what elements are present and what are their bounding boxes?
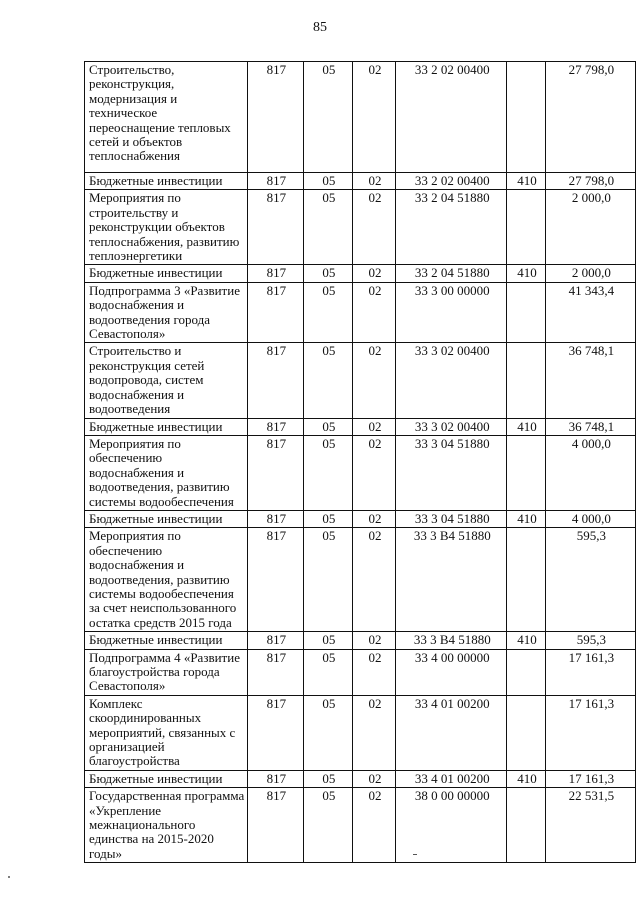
row-code-target: 33 3 04 51880	[396, 510, 507, 527]
row-code-type: 410	[507, 265, 545, 282]
row-name: Мероприятия по обеспечению водоснабжения и водоотведения, развитию системы водообеспечения	[85, 435, 248, 510]
row-code-ministry: 817	[247, 343, 303, 418]
row-name: Бюджетные инвестиции	[85, 632, 248, 649]
row-code-subsection: 02	[352, 649, 396, 695]
table-row	[85, 510, 636, 527]
row-name: Строительство, реконструкция, модернизация и техническое переоснащение тепловых сетей и объектов теплоснабжения	[85, 62, 248, 173]
table-row	[85, 435, 636, 510]
row-code-section: 05	[303, 770, 352, 787]
row-amount: 36 748,1	[545, 343, 635, 418]
row-code-section: 05	[303, 788, 352, 863]
row-code-target: 33 4 01 00200	[396, 770, 507, 787]
row-code-subsection: 02	[352, 62, 396, 173]
row-code-ministry: 817	[247, 528, 303, 632]
row-code-type: 410	[507, 173, 545, 190]
row-amount: 27 798,0	[545, 173, 635, 190]
row-amount: 595,3	[545, 528, 635, 632]
table-row	[85, 62, 636, 173]
table-row	[85, 649, 636, 695]
row-code-target: 33 3 В4 51880	[396, 632, 507, 649]
row-code-target: 33 3 В4 51880	[396, 528, 507, 632]
row-code-target: 33 3 00 00000	[396, 282, 507, 343]
row-code-ministry: 817	[247, 695, 303, 770]
row-name: Комплекс скоординированных мероприятий, связанных с организацией благоустройства	[85, 695, 248, 770]
row-amount: 41 343,4	[545, 282, 635, 343]
row-amount: 17 161,3	[545, 695, 635, 770]
row-code-target: 33 4 00 00000	[396, 649, 507, 695]
row-code-subsection: 02	[352, 632, 396, 649]
row-amount: 22 531,5	[545, 788, 635, 863]
row-code-ministry: 817	[247, 62, 303, 173]
row-name: Бюджетные инвестиции	[85, 418, 248, 435]
row-code-ministry: 817	[247, 788, 303, 863]
table-row	[85, 788, 636, 863]
row-code-target: 33 2 02 00400	[396, 62, 507, 173]
row-code-section: 05	[303, 649, 352, 695]
row-code-target: 33 3 02 00400	[396, 343, 507, 418]
table-row	[85, 695, 636, 770]
row-code-target: 33 3 04 51880	[396, 435, 507, 510]
row-code-section: 05	[303, 418, 352, 435]
row-code-subsection: 02	[352, 173, 396, 190]
row-code-type	[507, 282, 545, 343]
row-code-ministry: 817	[247, 190, 303, 265]
row-code-ministry: 817	[247, 435, 303, 510]
scan-dot	[8, 876, 10, 878]
table-row	[85, 418, 636, 435]
row-code-section: 05	[303, 343, 352, 418]
row-code-ministry: 817	[247, 282, 303, 343]
row-code-subsection: 02	[352, 435, 396, 510]
row-code-type	[507, 649, 545, 695]
row-name: Мероприятия по обеспечению водоснабжения и водоотведения, развитию системы водообеспечения за счет неиспользованного остатка средств 2015 года	[85, 528, 248, 632]
row-amount: 4 000,0	[545, 510, 635, 527]
row-code-target: 33 2 04 51880	[396, 190, 507, 265]
row-name: Бюджетные инвестиции	[85, 173, 248, 190]
row-name: Подпрограмма 3 «Развитие водоснабжения и водоотведения города Севастополя»	[85, 282, 248, 343]
row-amount: 2 000,0	[545, 265, 635, 282]
row-code-ministry: 817	[247, 770, 303, 787]
row-name: Подпрограмма 4 «Развитие благоустройства города Севастополя»	[85, 649, 248, 695]
row-code-type	[507, 343, 545, 418]
table-row	[85, 265, 636, 282]
table-row	[85, 173, 636, 190]
table-row	[85, 343, 636, 418]
table-row	[85, 190, 636, 265]
row-name: Мероприятия по строительству и реконструкции объектов теплоснабжения, развитию теплоэнергетики	[85, 190, 248, 265]
row-code-subsection: 02	[352, 282, 396, 343]
row-code-subsection: 02	[352, 190, 396, 265]
row-name: Бюджетные инвестиции	[85, 770, 248, 787]
row-amount: 17 161,3	[545, 649, 635, 695]
row-amount: 4 000,0	[545, 435, 635, 510]
row-code-subsection: 02	[352, 265, 396, 282]
row-amount: 17 161,3	[545, 770, 635, 787]
row-amount: 27 798,0	[545, 62, 635, 173]
row-code-subsection: 02	[352, 418, 396, 435]
row-code-type: 410	[507, 418, 545, 435]
row-name: Строительство и реконструкция сетей водопровода, систем водоснабжения и водоотведения	[85, 343, 248, 418]
row-code-ministry: 817	[247, 418, 303, 435]
row-code-section: 05	[303, 62, 352, 173]
row-code-type	[507, 788, 545, 863]
row-code-type: 410	[507, 632, 545, 649]
row-name: Бюджетные инвестиции	[85, 510, 248, 527]
row-code-section: 05	[303, 632, 352, 649]
row-code-subsection: 02	[352, 695, 396, 770]
row-amount: 2 000,0	[545, 190, 635, 265]
row-code-subsection: 02	[352, 770, 396, 787]
row-code-section: 05	[303, 190, 352, 265]
row-code-type	[507, 528, 545, 632]
table-row	[85, 282, 636, 343]
row-code-section: 05	[303, 265, 352, 282]
row-code-section: 05	[303, 173, 352, 190]
row-code-subsection: 02	[352, 343, 396, 418]
row-code-type	[507, 62, 545, 173]
row-code-ministry: 817	[247, 632, 303, 649]
row-code-target: 33 3 02 00400	[396, 418, 507, 435]
row-code-subsection: 02	[352, 510, 396, 527]
budget-table	[84, 61, 636, 863]
row-code-type: 410	[507, 510, 545, 527]
row-code-section: 05	[303, 510, 352, 527]
row-code-section: 05	[303, 435, 352, 510]
row-code-ministry: 817	[247, 649, 303, 695]
row-code-subsection: 02	[352, 528, 396, 632]
row-code-ministry: 817	[247, 510, 303, 527]
row-code-type	[507, 435, 545, 510]
row-code-target: 33 2 02 00400	[396, 173, 507, 190]
row-code-section: 05	[303, 528, 352, 632]
row-name: Государственная программа «Укрепление межнационального единства на 2015-2020 годы»	[85, 788, 248, 863]
row-code-type	[507, 695, 545, 770]
table-row	[85, 632, 636, 649]
row-code-subsection: 02	[352, 788, 396, 863]
row-code-type	[507, 190, 545, 265]
page-number: 85	[313, 20, 327, 35]
row-code-target: 33 4 01 00200	[396, 695, 507, 770]
row-amount: 595,3	[545, 632, 635, 649]
row-code-section: 05	[303, 282, 352, 343]
row-code-section: 05	[303, 695, 352, 770]
table-row	[85, 528, 636, 632]
row-code-ministry: 817	[247, 265, 303, 282]
scan-mark	[413, 854, 417, 855]
row-amount: 36 748,1	[545, 418, 635, 435]
row-code-type: 410	[507, 770, 545, 787]
row-code-target: 38 0 00 00000	[396, 788, 507, 863]
table-row	[85, 770, 636, 787]
row-name: Бюджетные инвестиции	[85, 265, 248, 282]
table-body	[85, 62, 636, 863]
row-code-target: 33 2 04 51880	[396, 265, 507, 282]
row-code-ministry: 817	[247, 173, 303, 190]
